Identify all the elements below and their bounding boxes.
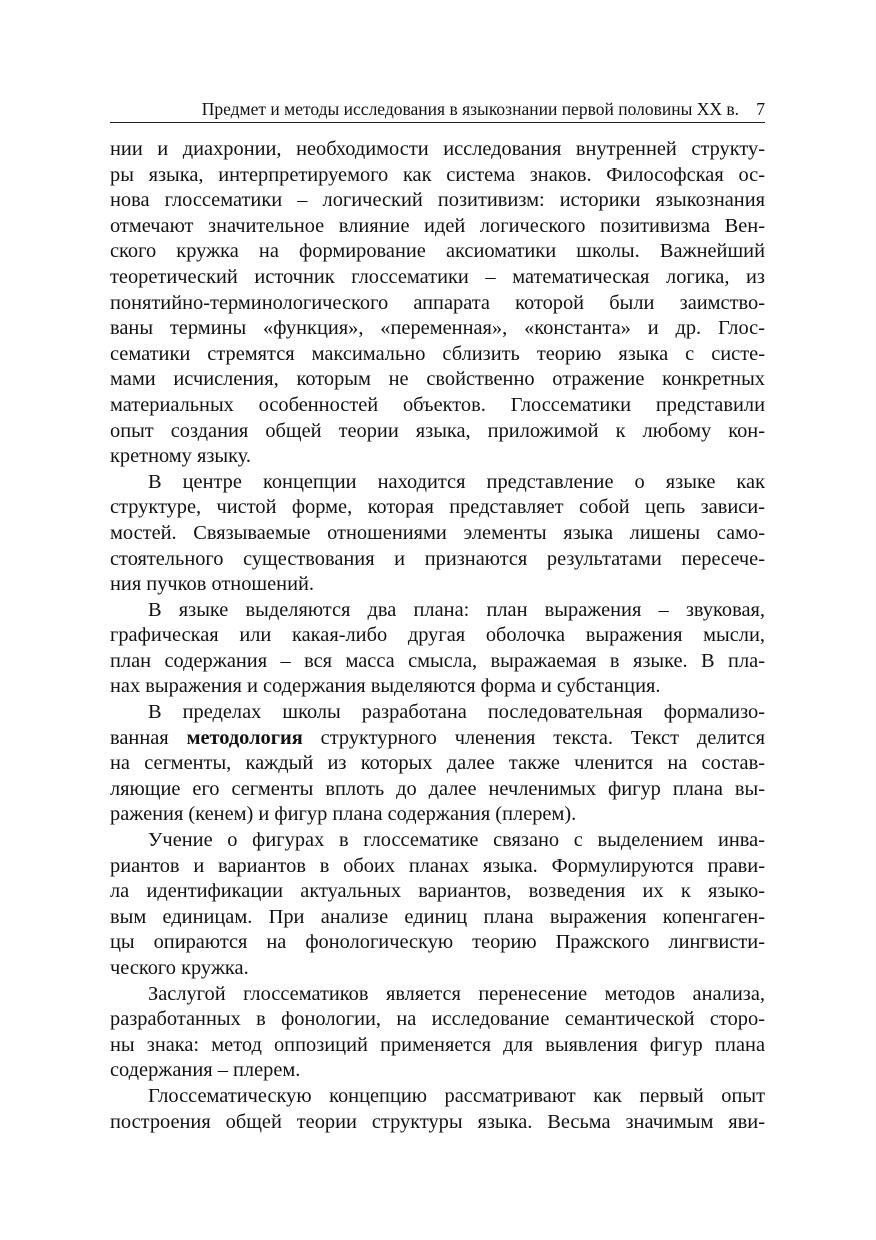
text-fragment: ванная <box>110 726 187 749</box>
text-line: кретному языку. <box>110 445 251 468</box>
text-line: понятийно-терминологического аппарата которой были заимство- <box>110 291 765 314</box>
text-fragment: структурного членения текста. Текст делится <box>302 726 765 749</box>
text-line: В центре концепции находится представление о языке как <box>148 470 765 493</box>
text-line: Заслугой глоссематиков является перенесение методов анализа, <box>148 982 765 1005</box>
text-line: Учение о фигурах в глоссематике связано с выделением инва- <box>148 829 765 852</box>
text-line: ла идентификации актуальных вариантов, возведения их к языко- <box>110 880 765 903</box>
text-line: ского кружка на формирование аксиоматики школы. Важнейший <box>110 240 765 263</box>
text-line: материальных особенностей объектов. Глоссематики представили <box>110 393 765 416</box>
text-line: мостей. Связываемые отношениями элементы языка лишены само- <box>110 521 765 544</box>
paragraph <box>110 470 765 598</box>
text-line: построения общей теории структуры языка. Весьма значимым яви- <box>110 1110 765 1133</box>
text-line: вым единицам. При анализе единиц плана выражения копенгаген- <box>110 905 765 928</box>
text-line: риантов и вариантов в обоих планах языка. Формулируются прави- <box>110 854 765 877</box>
text-line: опыт создания общей теории языка, приложимой к любому кон- <box>110 419 765 442</box>
text-line: план содержания – вся масса смысла, выражаемая в языке. В пла- <box>110 649 765 672</box>
text-line: теоретический источник глоссематики – математическая логика, из <box>110 265 765 288</box>
text-line: стоятельного существования и признаются результатами пересече- <box>110 547 765 570</box>
text-line: нах выражения и содержания выделяются форма и субстанция. <box>110 675 661 698</box>
paragraph <box>110 828 765 982</box>
paragraph <box>110 598 765 700</box>
text-line: ражения (кенем) и фигур плана содержания (плерем). <box>110 803 577 826</box>
text-line: нова глоссематики – логический позитивизм: историки языкознания <box>110 189 765 212</box>
text-line: В языке выделяются два плана: план выражения – звуковая, <box>148 598 765 621</box>
paragraph <box>110 700 765 828</box>
paragraph <box>110 137 765 470</box>
text-body <box>110 137 765 1135</box>
running-header <box>110 98 765 123</box>
text-line: ляющие его сегменты вплоть до далее нечленимых фигур плана вы- <box>110 777 765 800</box>
text-line: мами исчисления, которым не свойственно отражение конкретных <box>110 368 765 391</box>
bold-term: методология <box>186 726 303 749</box>
text-line: цы опираются на фонологическую теорию Пражского лингвисти- <box>110 931 765 954</box>
text-line: на сегменты, каждый из которых далее также членится на состав- <box>110 752 765 775</box>
text-line: нии и диахронии, необходимости исследования внутренней структу- <box>110 138 765 160</box>
text-line: отмечают значительное влияние идей логического позитивизма Вен- <box>110 214 765 237</box>
text-line: содержания – плерем. <box>110 1059 301 1082</box>
text-line: ны знака: метод оппозиций применяется для выявления фигур плана <box>110 1033 765 1056</box>
text-line: ваны термины «функция», «переменная», «константа» и др. Глос- <box>110 317 765 340</box>
text-line: Глоссематическую концепцию рассматривают как первый опыт <box>148 1084 765 1107</box>
page-number: 7 <box>756 99 765 119</box>
text-line: ры языка, интерпретируемого как система знаков. Философская ос- <box>110 163 765 186</box>
text-line: ческого кружка. <box>110 957 249 979</box>
text-line: ния пучков отношений. <box>110 573 314 596</box>
text-line: сематики стремятся максимально сблизить теорию языка с систе- <box>110 342 765 365</box>
text-line-with-term <box>110 726 765 752</box>
paragraph <box>110 982 765 1084</box>
text-line: В пределах школы разработана последовательная формализо- <box>148 701 765 724</box>
text-line: разработанных в фонологии, на исследование семантической сторо- <box>110 1008 765 1031</box>
running-title: Предмет и методы исследования в языкознании первой половины XX в. <box>201 99 739 119</box>
paragraph <box>110 1084 765 1135</box>
text-line: структуре, чистой форме, которая представляет собой цепь зависи- <box>110 496 765 519</box>
text-line: графическая или какая-либо другая оболочка выражения мысли, <box>110 624 765 647</box>
